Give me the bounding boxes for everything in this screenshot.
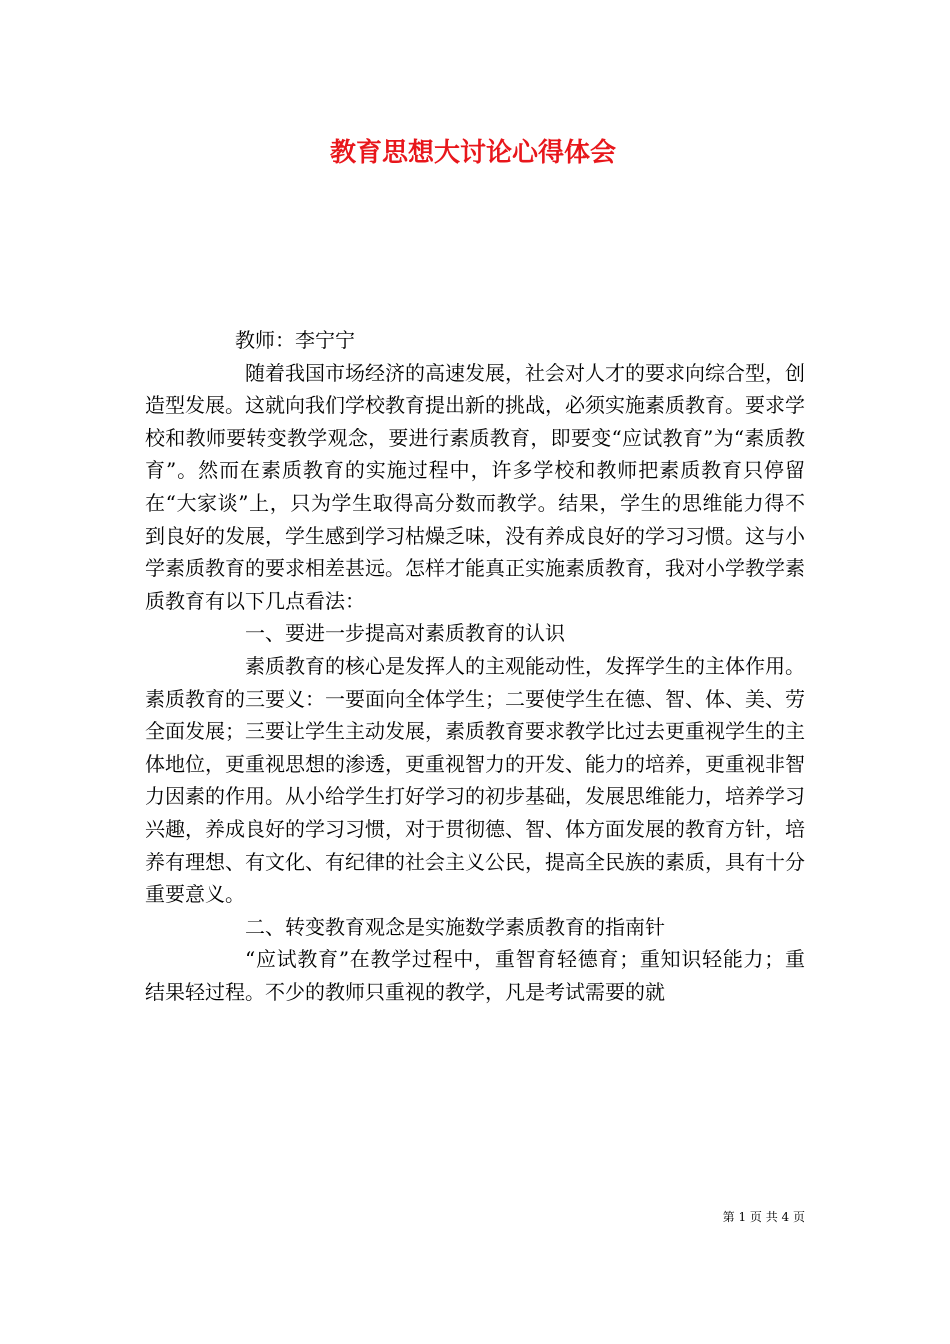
document-title-text: 教育思想大讨论心得体会 <box>329 138 616 168</box>
page-footer <box>700 1208 805 1225</box>
section-heading-1: 一、要进一步提高对素质教育的认识 <box>245 621 565 646</box>
document-title <box>145 132 805 169</box>
paragraph-intro: 随着我国市场经济的高速发展，社会对人才的要求向综合型，创造型发展。这就向我们学校教育提出新的挑战，必须实施素质教育。要求学校和教师要转变教学观念，要进行素质教育，即要变“应试教育”为“素质教育”。然而在素质教育的实施过程中，许多学校和教师把素质教育只停留在“大家谈”上，只为学生取得高分数而教学。结果，学生的思维能力得不到良好的发展，学生感到学习枯燥乏味，没有养成良好的学习习惯。这与小学素质教育的要求相差甚远。怎样才能真正实施素质教育，我对小学教学素质教育有以下几点看法： <box>145 360 805 613</box>
paragraph-section-1: 素质教育的核心是发挥人的主观能动性，发挥学生的主体作用。素质教育的三要义：一要面向全体学生；二要使学生在德、智、体、美、劳全面发展；三要让学生主动发展，素质教育要求教学比过去更重视学生的主体地位，更重视思想的渗透，更重视智力的开发、能力的培养，更重视非智力因素的作用。从小给学生打好学习的初步基础，发展思维能力，培养学习兴趣，养成良好的学习习惯，对于贯彻德、智、体方面发展的教育方针，培养有理想、有文化、有纪律的社会主义公民，提高全民族的素质，具有十分重要意义。 <box>145 653 805 907</box>
document-body <box>145 324 805 1008</box>
author-line: 教师：李宁宁 <box>235 328 355 352</box>
page-number: 第 1 页 共 4 页 <box>722 1210 805 1224</box>
section-heading-2: 二、转变教育观念是实施数学素质教育的指南针 <box>245 914 665 939</box>
paragraph-section-2: “应试教育”在教学过程中，重智育轻德育；重知识轻能力；重结果轻过程。不少的教师只重视的教学，凡是考试需要的就 <box>145 947 805 1004</box>
